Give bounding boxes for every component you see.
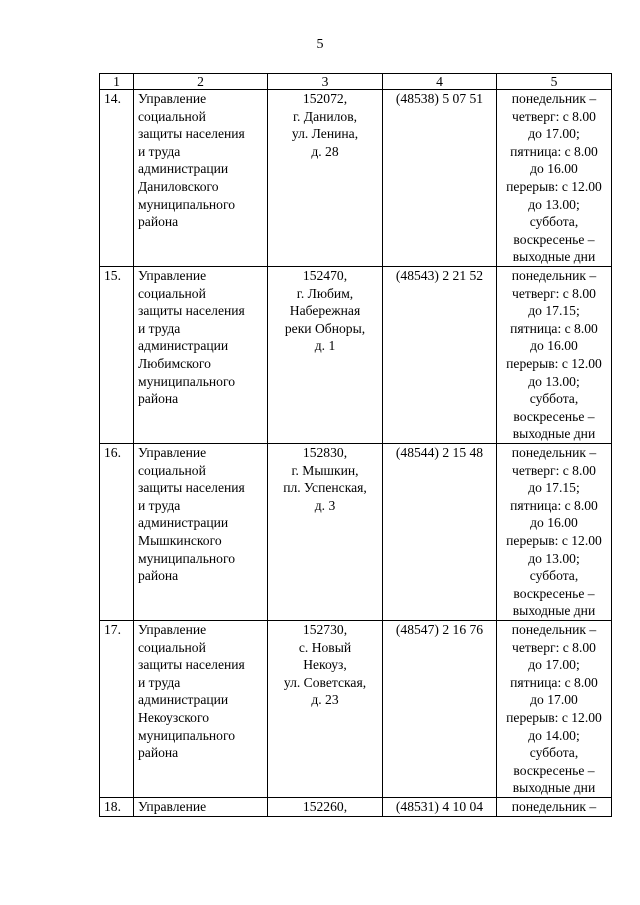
address-line: д. 23 [311, 692, 339, 708]
row-number-cell: 18. [100, 798, 134, 817]
office-name-line: защиты населения [138, 480, 245, 496]
table-row-partial [100, 798, 612, 817]
office-name-line: защиты населения [138, 126, 245, 142]
office-name-line: района [138, 745, 179, 761]
address-cell [268, 267, 383, 444]
phone-number: (48543) 2 21 52 [395, 268, 484, 283]
address-line: 152730, [302, 622, 348, 637]
hours-line: выходные дни [512, 603, 596, 619]
hours-line: суббота, [529, 568, 579, 584]
hours-line: понедельник – [511, 622, 597, 637]
hours-cell [497, 267, 612, 444]
hours-cell [497, 90, 612, 267]
hours-line: выходные дни [512, 426, 596, 442]
address-line: г. Мышкин, [291, 462, 359, 478]
address-line: 152072, [302, 91, 348, 106]
row-number: 15. [104, 268, 121, 283]
hours-line: до 16.00 [530, 161, 578, 177]
address-line: 152470, [302, 268, 348, 283]
address-line: пл. Успенская, [283, 480, 367, 496]
row-number-cell [100, 621, 134, 798]
office-name-line: района [138, 391, 179, 407]
address-line: д. 3 [314, 497, 336, 513]
address-line: ул. Советская, [283, 674, 367, 690]
hours-line: суббота, [529, 214, 579, 230]
address-line: Некоуз, [303, 657, 347, 673]
office-name-line: района [138, 568, 179, 584]
phone-number: (48538) 5 07 51 [395, 91, 484, 106]
office-name-line: Управление [138, 91, 207, 106]
office-name-line: муниципального [138, 373, 236, 389]
hours-line: до 14.00; [528, 727, 580, 743]
table-row [100, 267, 612, 444]
hours-cell [497, 444, 612, 621]
address-cell: 152260, [268, 798, 383, 817]
office-name-line: Любимского [138, 355, 211, 371]
header-col-2: 2 [134, 74, 268, 90]
hours-line: перерыв: с 12.00 [506, 532, 602, 548]
office-name-line: администрации [138, 692, 229, 708]
table-header-row [100, 74, 612, 90]
address-line: ул. Ленина, [291, 126, 359, 142]
address-line: с. Новый [298, 639, 352, 655]
office-name-line: Управление [138, 268, 207, 283]
office-name-line: и труда [138, 320, 181, 336]
row-number: 17. [104, 622, 121, 637]
hours-line: до 13.00; [528, 550, 580, 566]
hours-line: понедельник – [511, 268, 597, 283]
phone-number: (48544) 2 15 48 [395, 445, 484, 460]
hours-line: пятница: с 8.00 [510, 497, 598, 513]
row-number: 14. [104, 91, 121, 106]
office-name-line: Мышкинского [138, 532, 222, 548]
hours-line: пятница: с 8.00 [510, 320, 598, 336]
office-name-cell [134, 267, 268, 444]
office-name-line: Некоузского [138, 709, 209, 725]
office-name-line: Управление [138, 445, 207, 460]
hours-line: четверг: с 8.00 [512, 108, 596, 124]
address-cell [268, 621, 383, 798]
office-name-line: социальной [138, 462, 206, 478]
office-name-line: и труда [138, 497, 181, 513]
office-name-line: администрации [138, 338, 229, 354]
hours-line: четверг: с 8.00 [512, 639, 596, 655]
hours-line: пятница: с 8.00 [510, 143, 598, 159]
header-col-4: 4 [383, 74, 497, 90]
hours-line: до 16.00 [530, 338, 578, 354]
office-name-line: защиты населения [138, 303, 245, 319]
header-col-3: 3 [268, 74, 383, 90]
office-name-line: муниципального [138, 727, 236, 743]
phone-cell: (48531) 4 10 04 [383, 798, 497, 817]
phone-number: (48547) 2 16 76 [395, 622, 484, 637]
hours-line: четверг: с 8.00 [512, 462, 596, 478]
address-line: г. Данилов, [292, 108, 358, 124]
office-name-line: защиты населения [138, 657, 245, 673]
address-cell [268, 90, 383, 267]
hours-line: воскресенье – [513, 408, 595, 424]
phone-cell [383, 90, 497, 267]
hours-line: до 13.00; [528, 196, 580, 212]
office-name-cell [134, 621, 268, 798]
hours-line: до 13.00; [528, 373, 580, 389]
hours-line: воскресенье – [513, 762, 595, 778]
hours-line: до 17.15; [528, 480, 580, 496]
office-name-line: Управление [138, 622, 207, 637]
hours-line: выходные дни [512, 780, 596, 796]
office-name-line: Даниловского [138, 178, 219, 194]
office-name-line: администрации [138, 515, 229, 531]
hours-cell [497, 621, 612, 798]
hours-line: до 17.15; [528, 303, 580, 319]
hours-line: воскресенье – [513, 585, 595, 601]
phone-cell [383, 444, 497, 621]
hours-line: до 17.00; [528, 126, 580, 142]
hours-line: перерыв: с 12.00 [506, 355, 602, 371]
table-row [100, 90, 612, 267]
row-number-cell [100, 444, 134, 621]
address-line: д. 1 [314, 338, 336, 354]
office-name-cell [134, 90, 268, 267]
office-name-line: муниципального [138, 196, 236, 212]
phone-cell [383, 267, 497, 444]
row-number-cell [100, 267, 134, 444]
table-row [100, 444, 612, 621]
hours-line: четверг: с 8.00 [512, 285, 596, 301]
row-number: 16. [104, 445, 121, 460]
hours-cell: понедельник – [497, 798, 612, 817]
header-col-1: 1 [100, 74, 134, 90]
address-line: Набережная [289, 303, 361, 319]
hours-line: пятница: с 8.00 [510, 674, 598, 690]
hours-line: понедельник – [511, 445, 597, 460]
table-row [100, 621, 612, 798]
hours-line: до 16.00 [530, 515, 578, 531]
hours-line: перерыв: с 12.00 [506, 178, 602, 194]
hours-line: воскресенье – [513, 231, 595, 247]
phone-cell [383, 621, 497, 798]
address-line: г. Любим, [296, 285, 354, 301]
address-line: 152830, [302, 445, 348, 460]
row-number-cell [100, 90, 134, 267]
address-line: д. 28 [311, 143, 339, 159]
hours-line: суббота, [529, 745, 579, 761]
offices-table [99, 73, 612, 817]
hours-line: выходные дни [512, 249, 596, 265]
hours-line: понедельник – [511, 91, 597, 106]
office-name-cell: Управление [134, 798, 268, 817]
header-col-5: 5 [497, 74, 612, 90]
hours-line: суббота, [529, 391, 579, 407]
hours-line: перерыв: с 12.00 [506, 709, 602, 725]
page-number: 5 [316, 37, 324, 52]
office-name-line: и труда [138, 674, 181, 690]
office-name-line: социальной [138, 108, 206, 124]
office-name-line: муниципального [138, 550, 236, 566]
office-name-cell [134, 444, 268, 621]
office-name-line: администрации [138, 161, 229, 177]
address-line: реки Обноры, [284, 320, 366, 336]
office-name-line: и труда [138, 143, 181, 159]
office-name-line: района [138, 214, 179, 230]
office-name-line: социальной [138, 285, 206, 301]
address-cell [268, 444, 383, 621]
office-name-line: социальной [138, 639, 206, 655]
hours-line: до 17.00 [530, 692, 578, 708]
hours-line: до 17.00; [528, 657, 580, 673]
